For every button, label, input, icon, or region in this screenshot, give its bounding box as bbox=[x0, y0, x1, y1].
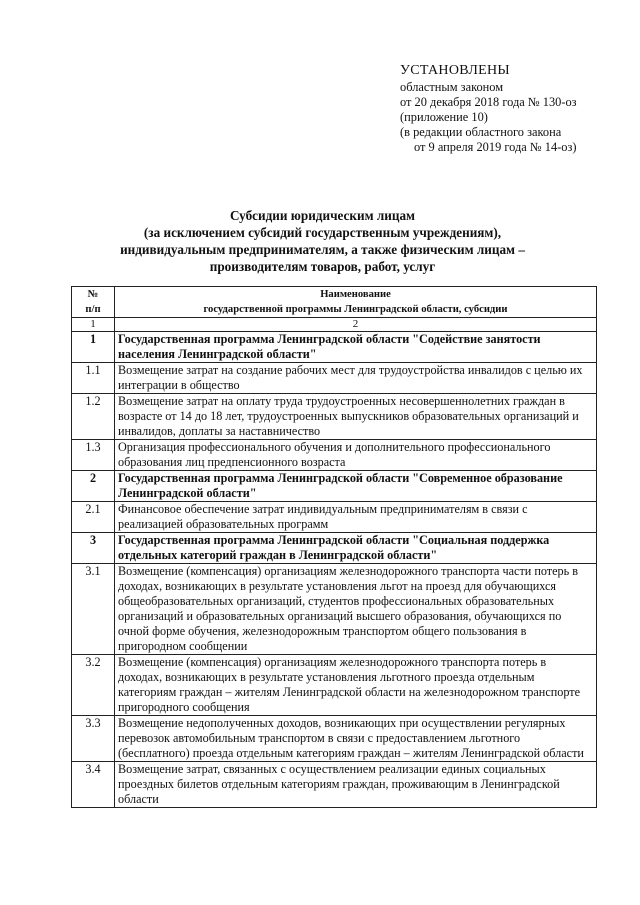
subsidy-row bbox=[72, 716, 597, 762]
row-number: 1.1 bbox=[72, 363, 115, 394]
approval-line: от 20 декабря 2018 года № 130-оз bbox=[400, 95, 577, 109]
subsidy-row bbox=[72, 394, 597, 440]
index-cell: 2 bbox=[115, 318, 597, 332]
subsidy-row bbox=[72, 655, 597, 716]
row-number: 2.1 bbox=[72, 502, 115, 533]
row-number: 3.1 bbox=[72, 564, 115, 655]
table-body bbox=[72, 332, 597, 808]
header-number-line: п/п bbox=[85, 304, 101, 315]
approval-line: от 9 апреля 2019 года № 14-оз) bbox=[414, 140, 577, 154]
title-line: индивидуальным предпринимателям, а также физическим лицам – bbox=[120, 242, 525, 257]
title-line: производителям товаров, работ, услуг bbox=[209, 259, 436, 274]
row-text: Возмещение недополученных доходов, возникающих при осуществлении регулярных перевозок автомобильным транспортом в связи с предоставлением льготного (бесплатного) проезда отдельным категориям граждан – жителям Ленинградской области bbox=[115, 716, 597, 762]
table-index-row bbox=[72, 318, 597, 332]
title-line: (за исключением субсидий государственным учреждениям), bbox=[143, 225, 502, 240]
subsidies-table bbox=[71, 286, 597, 808]
document-title bbox=[60, 207, 585, 275]
header-number-line: № bbox=[87, 289, 99, 300]
row-number: 1.3 bbox=[72, 440, 115, 471]
row-text: Государственная программа Ленинградской области "Социальная поддержка отдельных категорий граждан в Ленинградской области" bbox=[115, 533, 597, 564]
row-text: Возмещение (компенсация) организациям железнодорожного транспорта части потерь в доходах, возникающих в результате установления льгот на проезд для обучающихся общеобразовательных организаций, студентов профессиональных образовательных организаций и образовательных организаций высшего образования, обучающихся по очной форме обучения, железнодорожным транспортом общего пользования в пригородном сообщении bbox=[115, 564, 597, 655]
row-text: Возмещение затрат, связанных с осуществлением реализации единых социальных проездных билетов отдельным категориям граждан, проживающим в Ленинградской области bbox=[115, 762, 597, 808]
header-name-line: Наименование bbox=[320, 289, 391, 300]
row-number: 1 bbox=[72, 332, 115, 363]
subsidy-row bbox=[72, 762, 597, 808]
program-row bbox=[72, 533, 597, 564]
approval-line: (приложение 10) bbox=[400, 110, 488, 124]
row-number: 3 bbox=[72, 533, 115, 564]
subsidy-row bbox=[72, 440, 597, 471]
row-text: Государственная программа Ленинградской области "Современное образование Ленинградской области" bbox=[115, 471, 597, 502]
header-name bbox=[115, 287, 597, 318]
header-number bbox=[72, 287, 115, 318]
index-cell: 1 bbox=[72, 318, 115, 332]
subsidy-row bbox=[72, 564, 597, 655]
subsidy-row bbox=[72, 502, 597, 533]
program-row bbox=[72, 332, 597, 363]
subsidy-row bbox=[72, 363, 597, 394]
row-text: Финансовое обеспечение затрат индивидуальным предпринимателям в связи с реализацией образовательных программ bbox=[115, 502, 597, 533]
approval-block bbox=[400, 62, 577, 155]
row-number: 2 bbox=[72, 471, 115, 502]
row-text: Возмещение (компенсация) организациям железнодорожного транспорта потерь в доходах, возникающих в результате установления льготного проезда отдельным категориям граждан – жителям Ленинградской области на железнодорожном транспорте пригородного сообщения bbox=[115, 655, 597, 716]
approval-line: (в редакции областного закона bbox=[400, 125, 562, 139]
program-row bbox=[72, 471, 597, 502]
table-header-row bbox=[72, 287, 597, 318]
row-text: Возмещение затрат на создание рабочих мест для трудоустройства инвалидов с целью их интеграции в общество bbox=[115, 363, 597, 394]
approval-heading: УСТАНОВЛЕНЫ bbox=[400, 63, 510, 78]
row-text: Возмещение затрат на оплату труда трудоустроенных несовершеннолетних граждан в возрасте от 14 до 18 лет, трудоустроенных выпускников образовательных организаций и инвалидов, доплаты за наставничество bbox=[115, 394, 597, 440]
approval-line: областным законом bbox=[400, 80, 504, 94]
row-text: Организация профессионального обучения и дополнительного профессионального образования лиц предпенсионного возраста bbox=[115, 440, 597, 471]
row-number: 3.3 bbox=[72, 716, 115, 762]
row-number: 3.2 bbox=[72, 655, 115, 716]
row-number: 1.2 bbox=[72, 394, 115, 440]
title-line: Субсидии юридическим лицам bbox=[229, 208, 416, 223]
row-number: 3.4 bbox=[72, 762, 115, 808]
header-name-line: государственной программы Ленинградской области, субсидии bbox=[203, 304, 508, 315]
row-text: Государственная программа Ленинградской области "Содействие занятости населения Ленинградской области" bbox=[115, 332, 597, 363]
